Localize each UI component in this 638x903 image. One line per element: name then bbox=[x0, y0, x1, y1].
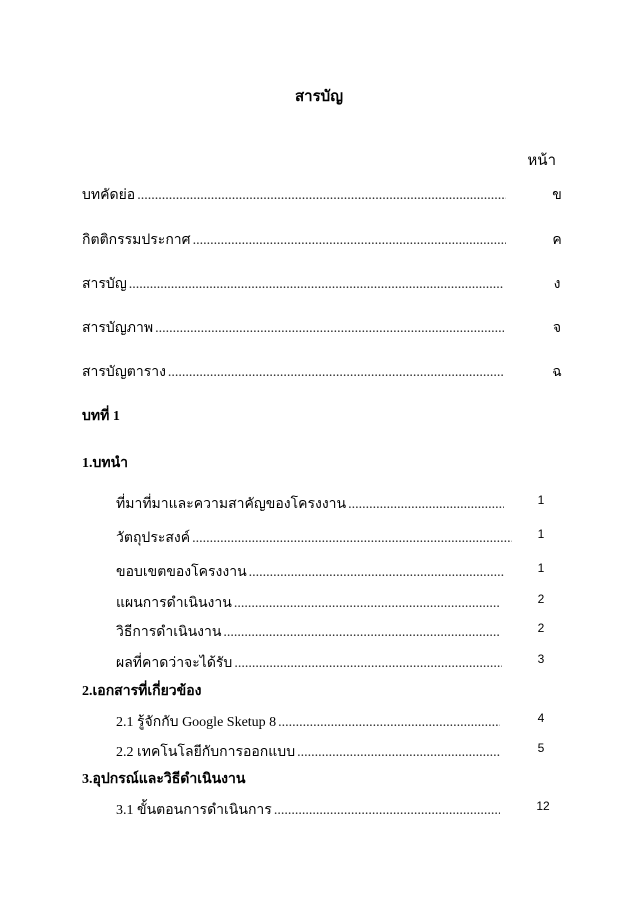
toc-entry-label: 3.1 ขั้นตอนการดำเนินการ bbox=[116, 803, 272, 818]
toc-entry-tables[interactable] bbox=[82, 361, 562, 381]
toc-entry-acknowledgement[interactable] bbox=[82, 229, 562, 249]
toc-entry-google-sketchup[interactable] bbox=[116, 711, 545, 731]
leader-dots bbox=[297, 745, 500, 761]
section-heading-related-documents: 2.เอกสารที่เกี่ยวข้อง bbox=[82, 684, 202, 699]
toc-entry-page: ง bbox=[553, 277, 561, 292]
toc-entry-label: สารบัญภาพ bbox=[82, 321, 154, 336]
toc-entry-page: ข bbox=[552, 188, 562, 203]
leader-dots bbox=[274, 803, 500, 819]
leader-dots bbox=[193, 233, 506, 249]
page-column-header: หน้า bbox=[527, 153, 556, 169]
toc-entry-label: ผลที่คาดว่าจะได้รับ bbox=[116, 656, 233, 671]
toc-entry-label: วัตถุประสงค์ bbox=[116, 531, 191, 546]
leader-dots bbox=[223, 625, 500, 641]
toc-entry-label: บทคัดย่อ bbox=[82, 188, 136, 203]
toc-entry-label: ที่มาที่มาและความสาคัญของโครงงาน bbox=[116, 497, 347, 512]
leader-dots bbox=[234, 656, 502, 672]
leader-dots bbox=[278, 715, 500, 731]
toc-entry-page: ฉ bbox=[552, 365, 562, 380]
leader-dots bbox=[168, 365, 504, 381]
toc-entry-page: 12 bbox=[536, 799, 550, 813]
toc-entry-procedure[interactable] bbox=[116, 799, 550, 819]
chapter-title: บทที่ 1 bbox=[82, 409, 120, 424]
leader-dots bbox=[249, 565, 504, 581]
toc-entry-page: 1 bbox=[537, 527, 545, 541]
toc-entry-label: สารบัญ bbox=[82, 277, 127, 292]
toc-entry-page: 2 bbox=[537, 621, 545, 635]
toc-entry-page: 5 bbox=[537, 741, 545, 755]
toc-entry-page: 4 bbox=[537, 711, 545, 725]
toc-entry-page: จ bbox=[552, 321, 562, 336]
toc-entry-contents[interactable] bbox=[82, 273, 561, 293]
leader-dots bbox=[129, 277, 504, 293]
toc-entry-label: กิตติกรรมประกาศ bbox=[82, 233, 191, 248]
toc-entry-background[interactable] bbox=[116, 493, 545, 513]
section-heading-equipment-methods: 3.อุปกรณ์และวิธีดำเนินงาน bbox=[82, 772, 246, 787]
toc-entry-label: 2.1 รู้จักกับ Google Sketup 8 bbox=[116, 715, 277, 730]
leader-dots bbox=[234, 596, 500, 612]
toc-entry-page: 3 bbox=[537, 652, 545, 666]
toc-entry-label: ขอบเขตของโครงงาน bbox=[116, 565, 247, 580]
leader-dots bbox=[192, 531, 512, 547]
toc-entry-label: วิธีการดำเนินงาน bbox=[116, 625, 222, 640]
toc-entry-figures[interactable] bbox=[82, 317, 562, 337]
toc-entry-method[interactable] bbox=[116, 621, 545, 641]
leader-dots bbox=[137, 188, 506, 204]
leader-dots bbox=[155, 321, 504, 337]
toc-entry-technology-design[interactable] bbox=[116, 741, 545, 761]
toc-entry-page: 1 bbox=[537, 493, 545, 507]
toc-entry-page: 2 bbox=[537, 592, 545, 606]
toc-entry-label: สารบัญตาราง bbox=[82, 365, 166, 380]
page-title: สารบัญ bbox=[295, 89, 343, 105]
toc-entry-expected-results[interactable] bbox=[116, 652, 545, 672]
toc-entry-page: ค bbox=[552, 233, 562, 248]
toc-entry-abstract[interactable] bbox=[82, 184, 562, 204]
toc-entry-label: แผนการดำเนินงาน bbox=[116, 596, 232, 611]
section-heading-introduction: 1.บทนำ bbox=[82, 456, 129, 471]
leader-dots bbox=[348, 497, 504, 513]
toc-entry-page: 1 bbox=[537, 561, 545, 575]
toc-entry-scope[interactable] bbox=[116, 561, 545, 581]
toc-entry-label: 2.2 เทคโนโลยีกับการออกแบบ bbox=[116, 745, 296, 760]
toc-entry-objectives[interactable] bbox=[116, 527, 545, 547]
toc-entry-plan[interactable] bbox=[116, 592, 545, 612]
